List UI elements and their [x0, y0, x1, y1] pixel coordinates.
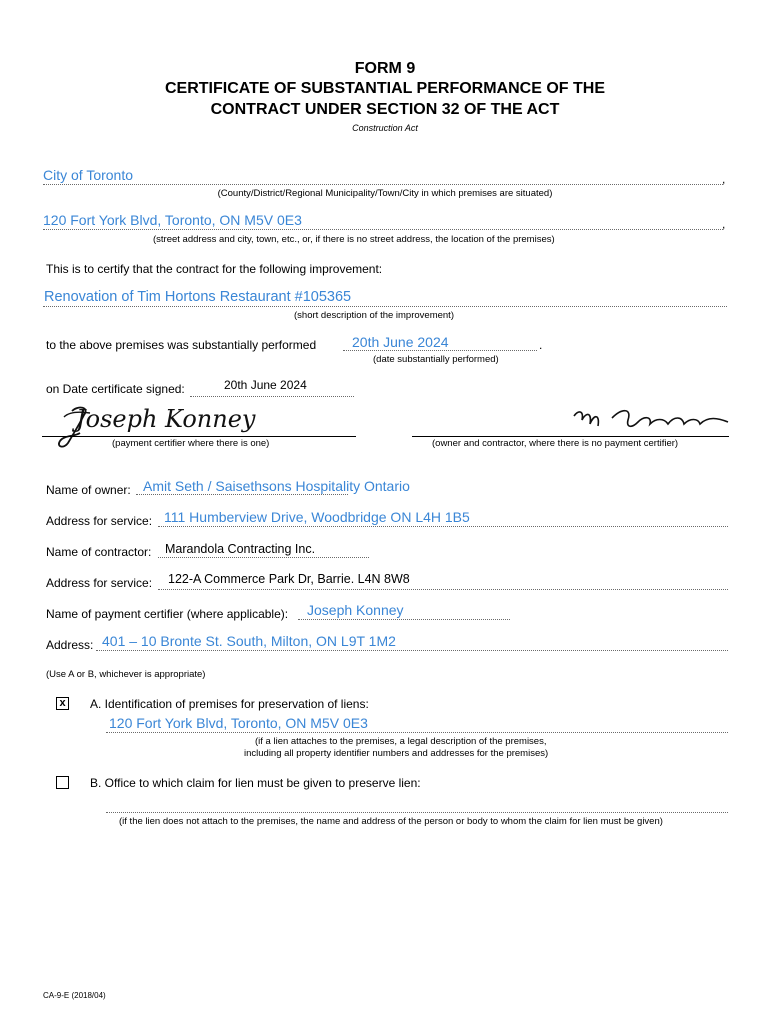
option-a-caption-line2: including all property identifier numbers and addresses for the premises): [244, 748, 549, 759]
form-title-line2: CONTRACT UNDER SECTION 32 OF THE ACT: [210, 101, 560, 118]
owner-contractor-caption: (owner and contractor, where there is no payment certifier): [432, 438, 679, 449]
improvement-caption: (short description of the improvement): [294, 310, 454, 321]
certifier-address-underline: [96, 650, 728, 651]
certifier-address-field[interactable]: 401 – 10 Bronte St. South, Milton, ON L9T 1M2: [102, 633, 396, 649]
municipality-field[interactable]: City of Toronto: [43, 167, 134, 183]
street-address-comma: ,: [722, 217, 726, 231]
owner-label: Name of owner:: [46, 483, 131, 497]
owner-address-label: Address for service:: [46, 514, 153, 528]
option-b-underline: [106, 812, 728, 813]
contractor-address-underline: [158, 589, 728, 590]
option-a-label: A. Identification of premises for preservation of liens:: [90, 697, 369, 711]
certifier-underline: [298, 619, 510, 620]
substantial-date-field[interactable]: 20th June 2024: [352, 334, 449, 350]
certify-statement: This is to certify that the contract for the following improvement:: [46, 262, 383, 276]
payment-certifier-signature-text: Joseph Konney: [76, 405, 256, 433]
form-title-line1: CERTIFICATE OF SUBSTANTIAL PERFORMANCE OF THE: [165, 80, 605, 97]
option-a-field[interactable]: 120 Fort York Blvd, Toronto, ON M5V 0E3: [109, 715, 368, 731]
contractor-underline: [158, 557, 369, 558]
substantial-label: to the above premises was substantially performed: [46, 338, 317, 352]
municipality-underline: [43, 184, 723, 185]
municipality-caption: (County/District/Regional Municipality/Town/City in which premises are situated): [217, 188, 553, 199]
improvement-field[interactable]: Renovation of Tim Hortons Restaurant #105365: [44, 289, 352, 305]
owner-address-field[interactable]: 111 Humberview Drive, Woodbridge ON L4H 1B5: [164, 509, 470, 525]
owner-underline: [136, 494, 348, 495]
certifier-address-label: Address:: [46, 638, 94, 652]
option-a-caption-line1: (if a lien attaches to the premises, a legal description of the premises,: [255, 736, 547, 747]
option-b-label: B. Office to which claim for lien must be given to preserve lien:: [90, 776, 421, 790]
form-code: CA-9-E (2018/04): [43, 991, 106, 1000]
option-a-underline: [106, 732, 728, 733]
payment-certifier-caption: (payment certifier where there is one): [112, 438, 270, 449]
date-signed-underline: [190, 396, 354, 397]
street-address-field[interactable]: 120 Fort York Blvd, Toronto, ON M5V 0E3: [43, 212, 302, 228]
option-a-checkbox[interactable]: x: [56, 697, 69, 710]
options-instruction: (Use A or B, whichever is appropriate): [46, 669, 206, 680]
municipality-comma: ,: [722, 172, 726, 186]
owner-field[interactable]: Amit Seth / Saisethsons Hospitality Ontario: [143, 478, 410, 494]
contractor-label: Name of contractor:: [46, 545, 152, 559]
street-address-caption: (street address and city, town, etc., or, if there is no street address, the location of the premises): [153, 234, 555, 245]
certifier-label: Name of payment certifier (where applicable):: [46, 607, 289, 621]
substantial-period: .: [539, 338, 543, 352]
owner-address-underline: [158, 526, 728, 527]
street-address-underline: [43, 229, 723, 230]
contractor-address-field[interactable]: 122-A Commerce Park Dr, Barrie. L4N 8W8: [168, 572, 410, 586]
improvement-underline: [43, 306, 727, 307]
contractor-address-label: Address for service:: [46, 576, 153, 590]
contractor-field[interactable]: Marandola Contracting Inc.: [165, 542, 316, 556]
date-signed-field[interactable]: 20th June 2024: [224, 378, 307, 392]
owner-contractor-signature-line: [412, 436, 729, 437]
payment-certifier-signature-line: [42, 436, 356, 437]
substantial-date-underline: [343, 350, 537, 351]
substantial-caption: (date substantially performed): [373, 354, 499, 365]
date-signed-label: on Date certificate signed:: [46, 382, 185, 396]
form-number: FORM 9: [354, 60, 416, 77]
certifier-field[interactable]: Joseph Konney: [307, 602, 404, 618]
option-b-caption: (if the lien does not attach to the premises, the name and address of the person or body to whom the claim for lien must be given): [119, 816, 663, 827]
option-b-checkbox[interactable]: [56, 776, 69, 789]
act-name: Construction Act: [352, 123, 418, 133]
owner-contractor-signature: [572, 408, 732, 436]
